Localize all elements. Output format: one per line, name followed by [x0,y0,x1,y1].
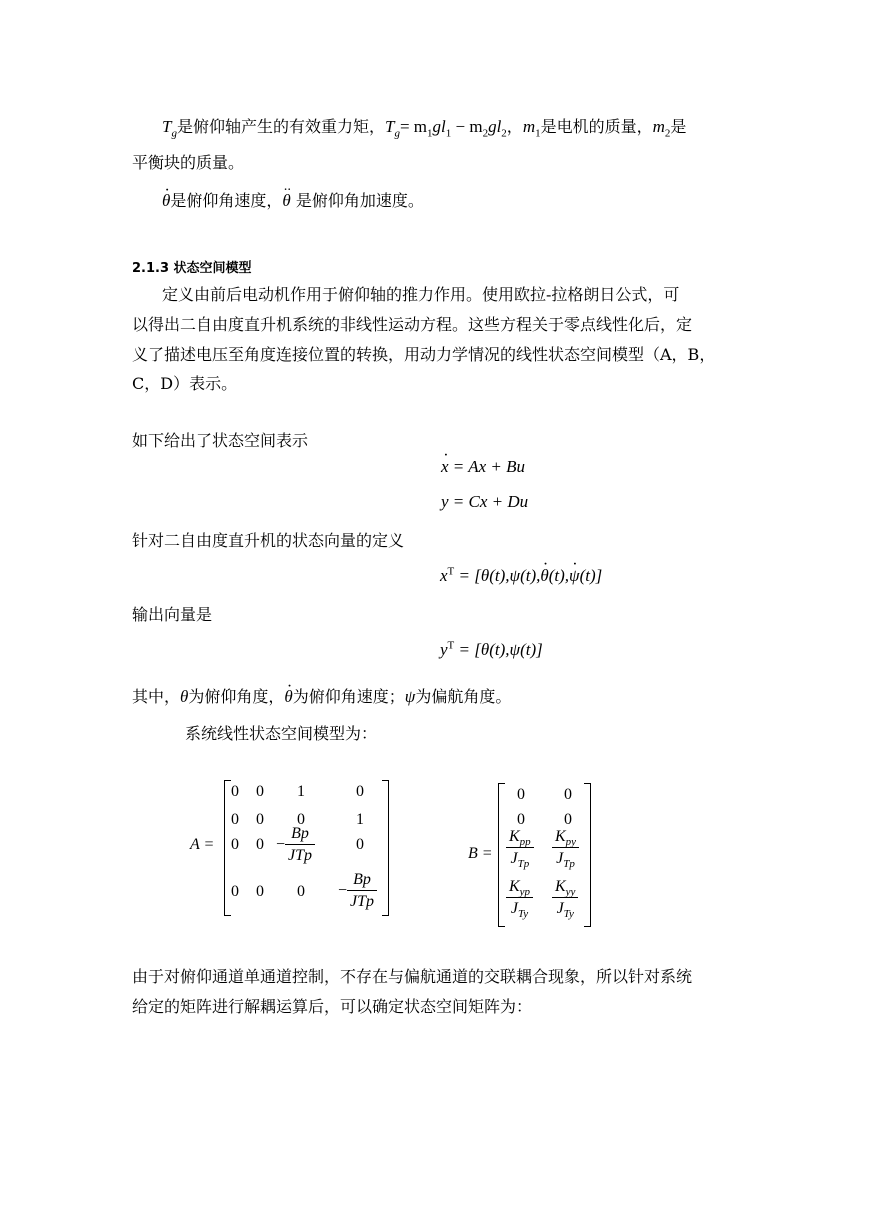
matrix-b-cell: 0 [564,811,572,828]
matrix-a-right-bracket [382,780,389,916]
model-intro: 系统线性状态空间模型为： [185,724,378,743]
matrix-a-label: A = [190,836,215,853]
paragraph-line-4: C，D）表示。 [132,374,238,393]
matrix-a-cell: 1 [356,811,364,828]
matrix-b-cell: 0 [517,811,525,828]
symbol-theta-dot: · θ [162,190,170,212]
matrix-a-cell: 0 [256,783,264,800]
matrix-b-fraction: $\frac{K_{yp}}{J_{Ty}}$ [506,877,533,920]
matrix-b-cell: 0 [564,786,572,803]
matrix-a-fraction: − $\frac{Bp}{\text{JTp}}$ [338,870,377,913]
matrix-a-left-bracket [224,780,231,916]
state-space-intro: 如下给出了状态空间表示 [132,431,309,450]
matrix-b-left-bracket [498,783,505,927]
text: 是俯仰轴产生的有效重力矩， [176,117,385,136]
matrix-a-cell: 0 [231,783,239,800]
paragraph-line-2: 以得出二自由度直升机系统的非线性运动方程。这些方程关于零点线性化后，定 [132,315,693,334]
equation-state-vector: $x^T = [\theta(t),\psi(t),\cdot \theta(t),\cdot \psi(t)]$ [440,566,602,586]
symbol-m2: $m_2$ [652,117,671,140]
matrix-a-cell: 0 [231,836,239,853]
paragraph-gravity-torque: $T_g$是俯仰轴产生的有效重力矩，$T_g= m_1gl_1 - m_2gl_2$，$m_1$是电机的质量，$m_2$是 [162,117,687,140]
matrix-b-label: B = [468,845,493,862]
matrix-a-cell: 0 [231,883,239,900]
matrix-a-cell: 1 [297,783,305,800]
symbol-theta-ddot: ·· θ [282,190,290,212]
matrix-a-cell: 0 [256,836,264,853]
decoupling-line-2: 给定的矩阵进行解耦运算后，可以确定状态空间矩阵为： [132,997,533,1016]
symbol-tg: $T_g$ [162,117,177,140]
matrix-b-cell: 0 [517,786,525,803]
symbol-m1: $m_1$ [522,117,541,140]
matrix-a-cell: 0 [231,811,239,828]
matrix-b-fraction: $\frac{K_{pp}}{J_{Tp}}$ [506,827,534,870]
matrix-a-cell: 0 [256,883,264,900]
equation-state: · x = Ax + Bu [441,457,525,477]
equation-output-vector: $y^T = [\theta(t),\psi(t)]$ [440,639,543,659]
paragraph-line-1: 定义由前后电动机作用于俯仰轴的推力作用。使用欧拉-拉格朗日公式，可 [162,285,680,304]
matrix-b-fraction: $\frac{K_{yy}}{J_{Ty}}$ [552,877,578,920]
matrix-a-cell: 0 [356,783,364,800]
decoupling-line-1: 由于对俯仰通道单通道控制，不存在与偏航通道的交联耦合现象，所以针对系统 [132,967,693,986]
matrix-b [468,783,608,929]
equation-tg: $T_g= m_1gl_1 - m_2gl_2$ [384,117,507,140]
state-vector-intro: 针对二自由度直升机的状态向量的定义 [132,531,405,550]
matrix-b-fraction: $\frac{K_{py}}{J_{Tp}}$ [552,827,579,870]
matrix-a-fraction: − $\frac{Bp}{\text{JTp}}$ [276,824,315,867]
matrix-a-cell: 0 [297,811,305,828]
paragraph-line-3: 义了描述电压至角度连接位置的转换，用动力学情况的线性状态空间模型（A，B， [132,345,716,364]
equation-output: y = Cx + Du [441,492,529,511]
matrix-a-cell: 0 [256,811,264,828]
matrix-b-right-bracket [584,783,591,927]
section-heading: 2.1.3 状态空间模型 [132,261,252,276]
output-vector-intro: 输出向量是 [132,605,213,624]
matrix-a [190,780,400,920]
paragraph-gravity-torque-cont: 平衡块的质量。 [132,153,245,172]
paragraph-symbols: 其中，θ为俯仰角度，· θ为俯仰角速度；ψ为偏航角度。 [132,686,511,708]
matrix-a-cell: 0 [356,836,364,853]
matrix-a-cell: 0 [297,883,305,900]
paragraph-angular-velocity: · θ是俯仰角速度，·· θ 是俯仰角加速度。 [162,190,424,212]
